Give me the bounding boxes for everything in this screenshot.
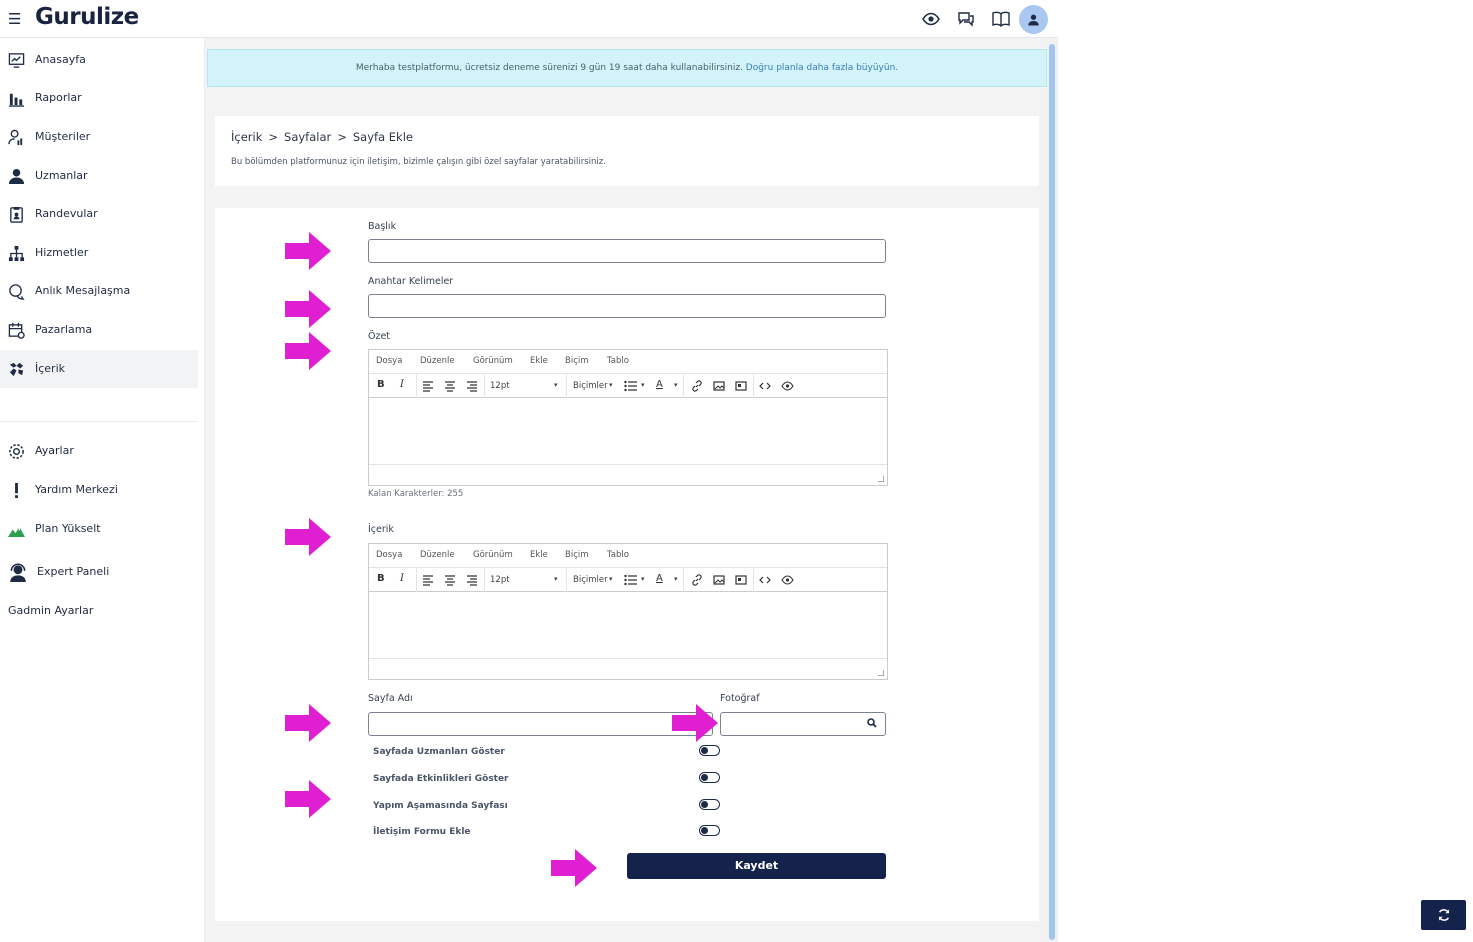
bold-button[interactable]: B bbox=[377, 573, 385, 584]
italic-button[interactable]: I bbox=[400, 379, 404, 390]
chevron-down-icon: ▾ bbox=[609, 575, 613, 583]
editor-toolbar bbox=[369, 374, 887, 398]
arrow-annotation-icon bbox=[670, 702, 720, 744]
title-input[interactable] bbox=[368, 239, 886, 263]
menu-icon[interactable]: ☰ bbox=[8, 10, 22, 28]
sitemap-icon bbox=[8, 245, 25, 262]
toggle-contact-form[interactable] bbox=[699, 825, 720, 836]
summary-editor bbox=[368, 349, 888, 486]
menu-dosya[interactable]: Dosya bbox=[376, 550, 403, 560]
menu-duzenle[interactable]: Düzenle bbox=[420, 356, 455, 366]
menu-duzenle[interactable]: Düzenle bbox=[420, 550, 455, 560]
dashboard-icon bbox=[8, 52, 25, 69]
chevron-down-icon: ▾ bbox=[641, 575, 645, 583]
sidebar-item-raporlar[interactable] bbox=[0, 79, 198, 117]
sidebar-item-yardim-merkezi[interactable] bbox=[0, 471, 198, 509]
banner-upgrade-link[interactable]: Doğru planla daha fazla büyüyün. bbox=[745, 63, 899, 73]
sidebar-item-anasayfa[interactable] bbox=[0, 41, 198, 79]
menu-bicim[interactable]: Biçim bbox=[565, 356, 589, 366]
toggle-label-under-construction: Yapım Aşamasında Sayfası bbox=[373, 801, 508, 811]
font-size-select[interactable]: 12pt bbox=[490, 575, 510, 585]
page-description: Bu bölümden platformunuz için iletişim, bizimle çalışın gibi özel sayfalar yaratabilirsiniz. bbox=[231, 157, 606, 167]
chevron-down-icon: ▾ bbox=[674, 381, 678, 389]
sidebar-item-expert-paneli[interactable] bbox=[0, 553, 198, 591]
top-bar bbox=[0, 0, 1058, 38]
sidebar-item-ayarlar[interactable] bbox=[0, 432, 198, 470]
arrow-annotation-icon bbox=[283, 288, 333, 330]
page-name-label: Sayfa Adı bbox=[368, 693, 413, 704]
chevron-down-icon: ▾ bbox=[609, 381, 613, 389]
align-right-icon[interactable] bbox=[466, 380, 478, 392]
photo-label: Fotoğraf bbox=[720, 693, 760, 704]
menu-tablo[interactable]: Tablo bbox=[607, 550, 629, 560]
keywords-input[interactable] bbox=[368, 294, 886, 318]
preview-icon[interactable] bbox=[781, 380, 794, 392]
arrow-annotation-icon bbox=[283, 778, 333, 820]
sidebar-item-musteriler[interactable] bbox=[0, 118, 198, 156]
chevron-down-icon: ▾ bbox=[554, 575, 558, 583]
toolbar-separator bbox=[753, 568, 754, 592]
header-card bbox=[215, 116, 1039, 186]
toggle-show-events[interactable] bbox=[699, 772, 720, 783]
formats-select[interactable]: Biçimler bbox=[573, 381, 608, 391]
editor-statusbar bbox=[369, 659, 887, 679]
link-icon[interactable] bbox=[691, 574, 703, 586]
sidebar-item-label: Ayarlar bbox=[35, 444, 74, 457]
breadcrumb-item: Sayfa Ekle bbox=[352, 130, 413, 144]
bullet-list-icon[interactable] bbox=[624, 380, 637, 392]
chevron-down-icon: ▾ bbox=[674, 575, 678, 583]
scrollbar-thumb[interactable] bbox=[1049, 44, 1055, 940]
gear-icon bbox=[8, 443, 25, 460]
menu-dosya[interactable]: Dosya bbox=[376, 356, 403, 366]
arrow-annotation-icon bbox=[549, 847, 599, 889]
sidebar-item-label: Raporlar bbox=[35, 91, 82, 104]
preview-icon[interactable] bbox=[781, 574, 794, 586]
sidebar-item-label: Müşteriler bbox=[35, 130, 91, 143]
toolbar-separator bbox=[683, 568, 684, 592]
search-icon[interactable] bbox=[867, 718, 877, 728]
breadcrumb-separator: > bbox=[337, 130, 347, 144]
media-icon[interactable] bbox=[735, 574, 747, 586]
menu-ekle[interactable]: Ekle bbox=[530, 550, 548, 560]
eye-icon[interactable] bbox=[921, 9, 941, 29]
align-left-icon[interactable] bbox=[422, 574, 434, 586]
align-left-icon[interactable] bbox=[422, 380, 434, 392]
sidebar-item-label: Gadmin Ayarlar bbox=[8, 604, 94, 617]
user-icon bbox=[1026, 12, 1041, 27]
puzzle-icon bbox=[8, 361, 25, 378]
breadcrumb-item[interactable]: İçerik bbox=[231, 130, 263, 144]
italic-button[interactable]: I bbox=[400, 573, 404, 584]
refresh-icon bbox=[1437, 908, 1451, 922]
customers-icon bbox=[8, 129, 25, 146]
book-icon[interactable] bbox=[991, 9, 1011, 29]
keywords-label: Anahtar Kelimeler bbox=[368, 276, 454, 287]
content-editor bbox=[368, 543, 888, 680]
arrow-annotation-icon bbox=[283, 230, 333, 272]
font-size-select[interactable]: 12pt bbox=[490, 381, 510, 391]
sidebar-item-pazarlama[interactable] bbox=[0, 311, 198, 349]
bold-button[interactable]: B bbox=[377, 379, 385, 390]
editor-menubar bbox=[369, 350, 887, 374]
link-icon[interactable] bbox=[691, 380, 703, 392]
brand-logo[interactable]: Gurulize bbox=[35, 4, 139, 30]
toolbar-separator bbox=[416, 568, 417, 592]
text-color-button[interactable]: A bbox=[656, 573, 663, 584]
title-label: Başlık bbox=[368, 221, 397, 232]
sidebar-item-label: İçerik bbox=[35, 362, 66, 375]
resize-handle[interactable] bbox=[878, 670, 884, 676]
align-center-icon[interactable] bbox=[444, 380, 456, 392]
bullet-list-icon[interactable] bbox=[624, 574, 637, 586]
breadcrumb bbox=[231, 130, 413, 144]
toolbar-separator bbox=[683, 374, 684, 398]
breadcrumb-separator: > bbox=[268, 130, 279, 144]
toggle-label-show-events: Sayfada Etkinlikleri Göster bbox=[373, 774, 509, 784]
sidebar-item-anlik-mesajlasma[interactable] bbox=[0, 272, 198, 310]
refresh-button[interactable] bbox=[1421, 900, 1466, 930]
media-icon[interactable] bbox=[735, 380, 747, 392]
chevron-down-icon: ▾ bbox=[554, 381, 558, 389]
user-avatar[interactable] bbox=[1019, 5, 1048, 34]
banner-text: Merhaba testplatformu, ücretsiz deneme sürenizi 9 gün 19 saat daha kullanabilirsiniz. bbox=[355, 63, 743, 73]
menu-gorunum[interactable]: Görünüm bbox=[473, 550, 513, 560]
page-name-input[interactable] bbox=[368, 712, 713, 736]
toggle-show-experts[interactable] bbox=[699, 745, 720, 756]
photo-input[interactable] bbox=[720, 712, 886, 736]
sidebar-divider bbox=[0, 421, 198, 422]
menu-ekle[interactable]: Ekle bbox=[530, 356, 548, 366]
chat-icon[interactable] bbox=[956, 9, 976, 29]
expert-icon bbox=[8, 562, 28, 582]
toolbar-separator bbox=[753, 374, 754, 398]
toolbar-separator bbox=[566, 374, 567, 398]
text-color-button[interactable]: A bbox=[656, 379, 663, 390]
trial-banner bbox=[207, 49, 1047, 87]
sidebar-item-label: Hizmetler bbox=[35, 246, 89, 259]
save-button[interactable]: Kaydet bbox=[627, 853, 886, 879]
editor-menubar bbox=[369, 544, 887, 568]
toolbar-separator bbox=[484, 568, 485, 592]
arrow-annotation-icon bbox=[283, 516, 333, 558]
menu-gorunum[interactable]: Görünüm bbox=[473, 356, 513, 366]
bar-chart-icon bbox=[8, 90, 25, 107]
calendar-icon bbox=[8, 322, 25, 339]
sidebar bbox=[0, 38, 205, 942]
sidebar-item-plan-yukselt[interactable] bbox=[0, 510, 198, 548]
sidebar-item-label: Expert Paneli bbox=[37, 565, 110, 578]
code-icon[interactable] bbox=[759, 380, 771, 392]
toggle-label-contact-form: İletişim Formu Ekle bbox=[373, 827, 471, 837]
user-icon bbox=[8, 168, 25, 185]
summary-label: Özet bbox=[368, 331, 391, 342]
menu-tablo[interactable]: Tablo bbox=[607, 356, 629, 366]
remaining-characters: Kalan Karakterler: 255 bbox=[368, 489, 464, 499]
editor-toolbar bbox=[369, 568, 887, 592]
sidebar-item-label: Anlık Mesajlaşma bbox=[35, 284, 131, 297]
toolbar-separator bbox=[416, 374, 417, 398]
align-center-icon[interactable] bbox=[444, 574, 456, 586]
align-right-icon[interactable] bbox=[466, 574, 478, 586]
toggle-under-construction[interactable] bbox=[699, 799, 720, 810]
exclamation-icon bbox=[8, 482, 25, 499]
chevron-down-icon: ▾ bbox=[641, 381, 645, 389]
menu-bicim[interactable]: Biçim bbox=[565, 550, 589, 560]
chat-icon bbox=[8, 283, 25, 300]
image-icon[interactable] bbox=[713, 574, 725, 586]
arrow-annotation-icon bbox=[283, 702, 333, 744]
formats-select[interactable]: Biçimler bbox=[573, 575, 608, 585]
appointment-icon bbox=[8, 206, 25, 223]
sidebar-item-label: Uzmanlar bbox=[35, 169, 88, 182]
toggle-label-show-experts: Sayfada Uzmanları Göster bbox=[373, 747, 505, 757]
sidebar-item-gadmin-ayarlar[interactable] bbox=[0, 592, 198, 630]
resize-handle[interactable] bbox=[878, 476, 884, 482]
sidebar-item-label: Plan Yükselt bbox=[35, 522, 101, 535]
summary-editor-area[interactable] bbox=[369, 398, 887, 465]
sidebar-item-label: Randevular bbox=[35, 207, 98, 220]
content-label: İçerik bbox=[368, 524, 394, 535]
toolbar-separator bbox=[566, 568, 567, 592]
sidebar-item-label: Pazarlama bbox=[35, 323, 93, 336]
image-icon[interactable] bbox=[713, 380, 725, 392]
toolbar-separator bbox=[484, 374, 485, 398]
breadcrumb-item[interactable]: Sayfalar bbox=[284, 130, 332, 144]
sidebar-item-label: Anasayfa bbox=[35, 53, 86, 66]
sidebar-item-icerik[interactable] bbox=[0, 350, 198, 388]
editor-statusbar bbox=[369, 465, 887, 485]
sidebar-item-uzmanlar[interactable] bbox=[0, 157, 198, 195]
upgrade-icon bbox=[8, 521, 25, 538]
sidebar-item-randevular[interactable] bbox=[0, 195, 198, 233]
sidebar-item-label: Yardım Merkezi bbox=[35, 483, 118, 496]
content-editor-area[interactable] bbox=[369, 592, 887, 659]
sidebar-item-hizmetler[interactable] bbox=[0, 234, 198, 272]
code-icon[interactable] bbox=[759, 574, 771, 586]
arrow-annotation-icon bbox=[283, 330, 333, 372]
